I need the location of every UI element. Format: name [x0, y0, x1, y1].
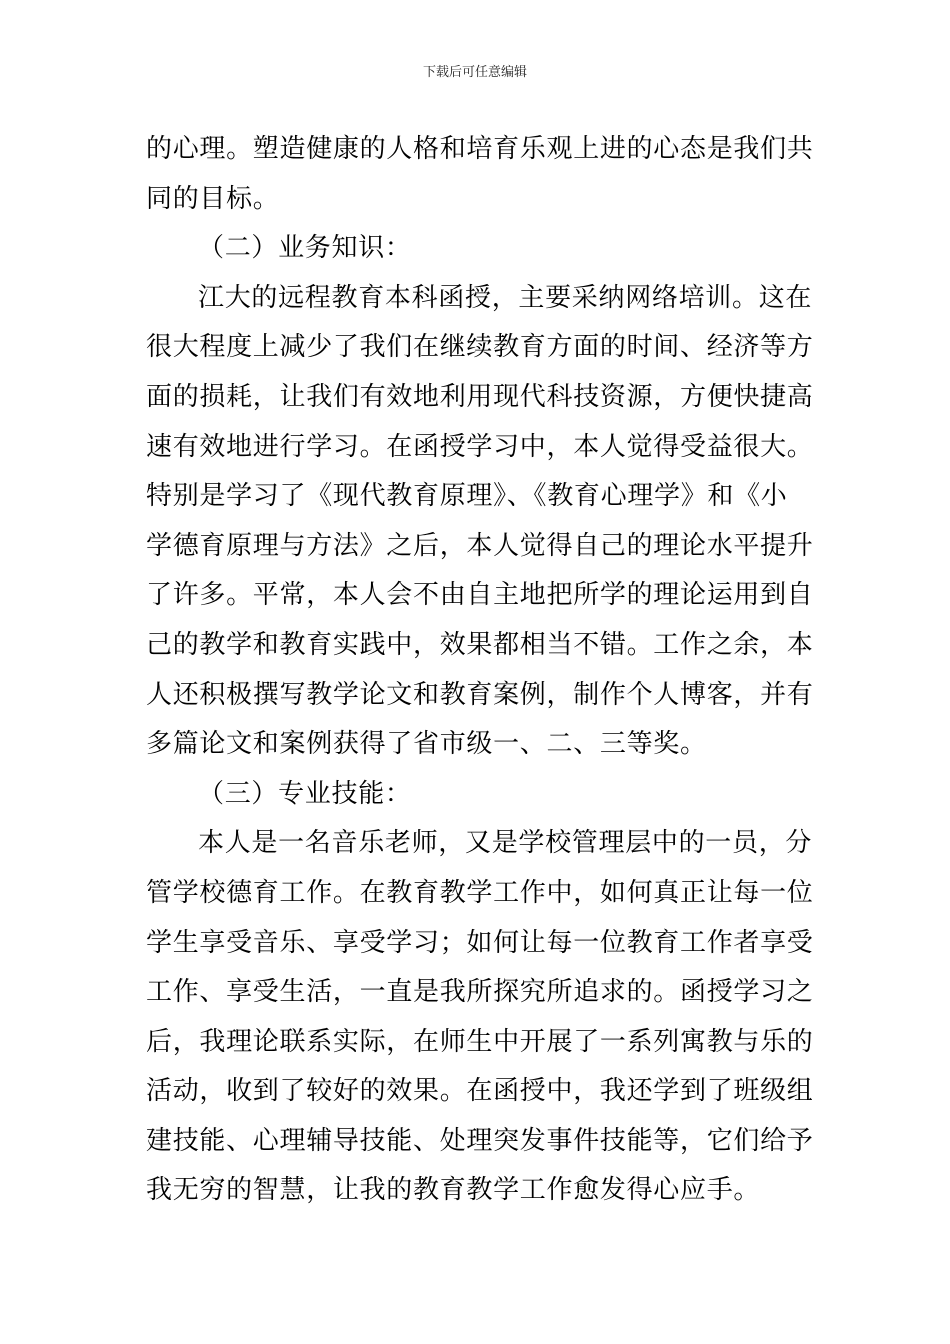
text-line: 多篇论文和案例获得了省市级一、二、三等奖。	[146, 729, 707, 760]
text-line: 学德育原理与方法》之后，本人觉得自己的理论水平提升	[146, 530, 814, 561]
text-line: 的心理。塑造健康的人格和培育乐观上进的心态是我们共	[146, 134, 814, 164]
text-line: 管学校德育工作。在教育教学工作中，如何真正让每一位	[146, 877, 814, 908]
text-line: 面的损耗，让我们有效地利用现代科技资源，方便快捷高	[146, 381, 814, 412]
page-header: 下载后可任意编辑	[422, 65, 527, 80]
section-heading: （二）业务知识：	[198, 233, 412, 264]
text-line: 工作、享受生活，一直是我所探究所追求的。函授学习之	[146, 977, 814, 1008]
section-heading: （三）专业技能：	[198, 778, 412, 809]
text-line: 活动，收到了较好的效果。在函授中，我还学到了班级组	[146, 1076, 814, 1107]
text-line: 了许多。平常，本人会不由自主地把所学的理论运用到自	[146, 580, 814, 611]
text-line: 建技能、心理辅导技能、处理突发事件技能等，它们给予	[146, 1125, 814, 1156]
text-line: 本人是一名音乐老师，又是学校管理层中的一员，分	[198, 828, 813, 859]
document-body	[146, 125, 814, 1216]
text-line: 己的教学和教育实践中，效果都相当不错。工作之余，本	[146, 629, 814, 660]
text-line: 我无穷的智慧，让我的教育教学工作愈发得心应手。	[146, 1175, 761, 1206]
text-line: 学生享受音乐、享受学习；如何让每一位教育工作者享受	[146, 927, 814, 958]
text-line: 后，我理论联系实际，在师生中开展了一系列寓教与乐的	[146, 1026, 814, 1057]
text-line: 很大程度上减少了我们在继续教育方面的时间、经济等方	[146, 332, 814, 363]
text-line: 江大的远程教育本科函授，主要采纳网络培训。这在	[198, 282, 813, 313]
text-line: 特别是学习了《现代教育原理》、《教育心理学》和《小	[146, 481, 788, 512]
text-line: 人还积极撰写教学论文和教育案例，制作个人博客，并有	[146, 679, 814, 710]
text-line: 速有效地进行学习。在函授学习中，本人觉得受益很大。	[146, 431, 814, 462]
text-line: 同的目标。	[146, 183, 280, 214]
